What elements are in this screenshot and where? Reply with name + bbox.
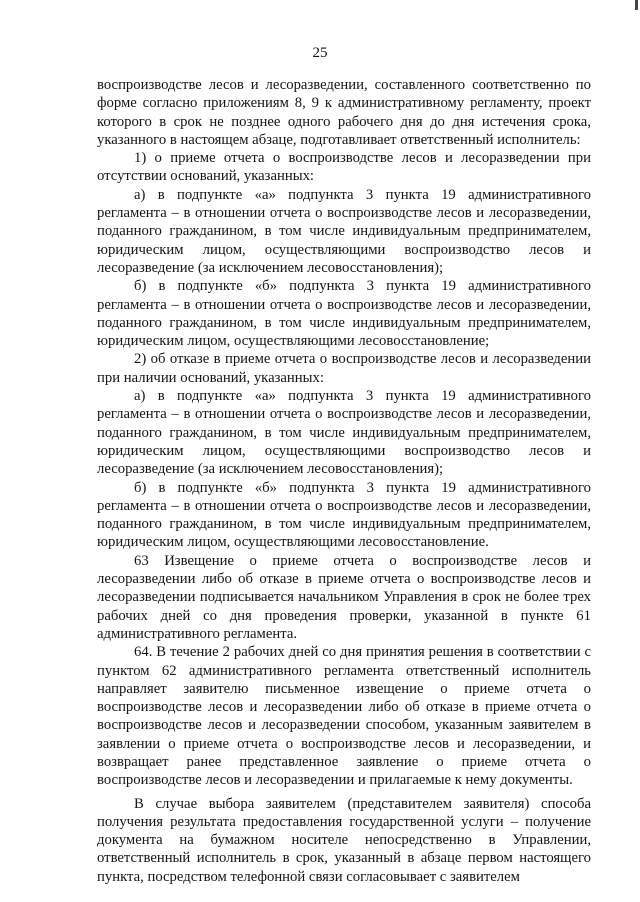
page-number: 25 <box>312 45 328 61</box>
paragraph: 2) об отказе в приеме отчета о воспроизводстве лесов и лесоразведении при наличии оснований, указанных: <box>97 351 591 386</box>
paragraph: а) в подпункте «а» подпункта 3 пункта 19 административного регламента – в отношении отчета о воспроизводстве лесов и лесоразведении, поданного гражданином, в том числе индивидуальным предпринимателем, юридическим лицом, осуществляющими воспроизводство лесов и лесоразведение (за исключением лесовосстановления); <box>97 388 591 478</box>
paragraph: воспроизводстве лесов и лесоразведении, составленного соответственно по форме согласно приложениям 8, 9 к административному регламенту, проект которого в срок не позднее одного рабочего дня до дня истечения срока, указанного в настоящем абзаце, подготавливает ответственный исполнитель: <box>97 77 591 148</box>
paragraph: 1) о приеме отчета о воспроизводстве лесов и лесоразведении при отсутствии оснований, указанных: <box>97 150 591 185</box>
paragraph: В случае выбора заявителем (представителем заявителя) способа получения результата предоставления государственной услуги – получение документа на бумажном носителе непосредственно в Управлении, ответственный исполнитель в срок, указанный в абзаце первом настоящего пункта, посредством телефонной связи согласовывает с заявителем <box>97 795 591 885</box>
body-text <box>97 76 591 886</box>
paragraph: а) в подпункте «а» подпункта 3 пункта 19 административного регламента – в отношении отчета о воспроизводстве лесов и лесоразведении, поданного гражданином, в том числе индивидуальным предпринимателем, юридическим лицом, осуществляющими воспроизводство лесов и лесоразведение (за исключением лесовосстановления); <box>97 186 591 276</box>
paragraph: б) в подпункте «б» подпункта 3 пункта 19 административного регламента – в отношении отчета о воспроизводстве лесов и лесоразведении, поданного гражданином, в том числе индивидуальным предпринимателем, юридическим лицом, осуществляющими лесовосстановление; <box>97 278 591 350</box>
paragraph: 63 Извещение о приеме отчета о воспроизводстве лесов и лесоразведении либо об отказе в приеме отчета о воспроизводстве лесов и лесоразведении подписывается начальником Управления в срок не более трех рабочих дней со дня проведения проверки, указанной в пункте 61 административного регламента. <box>97 552 591 642</box>
paragraph: б) в подпункте «б» подпункта 3 пункта 19 административного регламента – в отношении отчета о воспроизводстве лесов и лесоразведении, поданного гражданином, в том числе индивидуальным предпринимателем, юридическим лицом, осуществляющими лесовосстановление. <box>97 479 591 551</box>
scan-mark <box>635 0 638 10</box>
paragraph: 64. В течение 2 рабочих дней со дня принятия решения в соответствии с пунктом 62 административного регламента ответственный исполнитель направляет заявителю письменное извещение о приеме отчета о воспроизводстве лесов и лесоразведении либо об отказе в приеме отчета о воспроизводстве лесов и лесоразведении способом, указанным заявителем в заявлении о приеме отчета о воспроизводстве лесов и лесоразведении, и возвращает ранее представленное заявление о приеме отчета о воспроизводстве лесов и лесоразведении и прилагаемые к нему документы. <box>97 644 591 789</box>
